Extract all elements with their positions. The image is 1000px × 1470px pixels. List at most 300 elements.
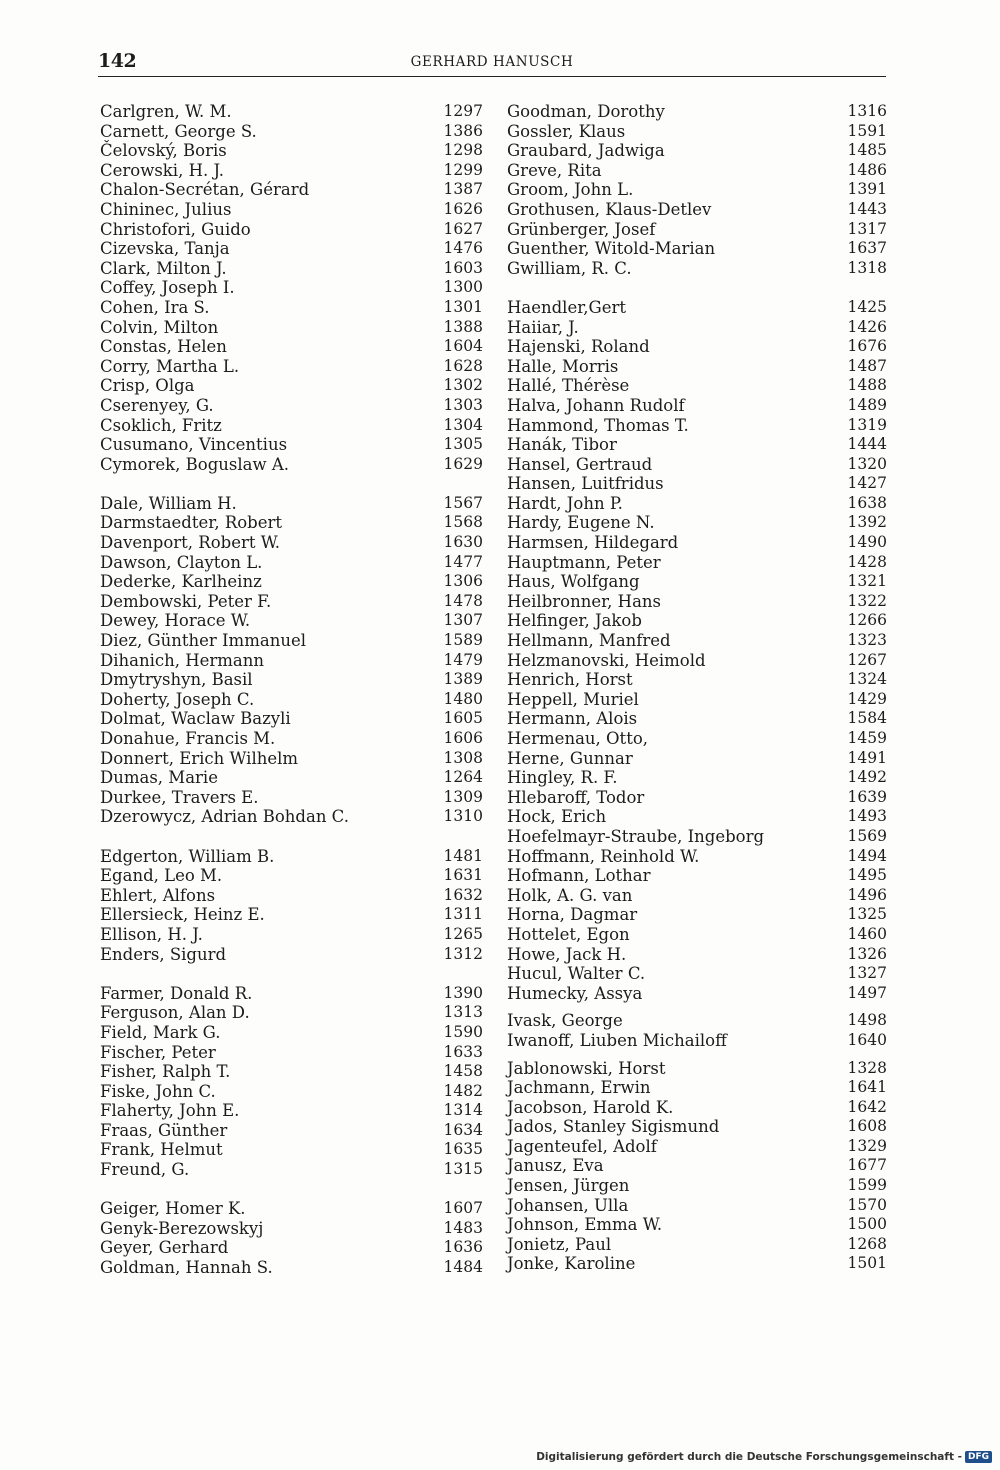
entry-name: Genyk-Berezowskyj [100,1218,264,1238]
entry-name: Graubard, Jadwiga [507,141,665,161]
entry-name: Humecky, Assya [507,983,643,1003]
entry-number: 1599 [847,1176,887,1195]
entry-name: Coffey, Joseph I. [100,278,235,298]
index-entry [100,1043,483,1063]
entry-number: 1607 [443,1199,483,1218]
index-entry [100,847,483,867]
entry-name: Dmytryshyn, Basil [100,670,253,690]
entry-number: 1590 [443,1022,483,1041]
index-entry [507,376,887,396]
index-entry [507,768,887,788]
index-entry [507,1254,887,1274]
index-entry [507,886,887,906]
entry-name: Hansen, Luitfridus [507,474,664,494]
entry-name: Haus, Wolfgang [507,572,640,592]
index-entry [507,474,887,494]
entry-name: Hammond, Thomas T. [507,415,689,435]
index-entry [100,925,483,945]
index-entry [507,925,887,945]
index-entry [507,533,887,553]
entry-name: Hellmann, Manfred [507,631,671,651]
entry-number: 1316 [847,102,887,120]
index-entry [100,866,483,886]
entry-name: Jados, Stanley Sigismund [507,1117,720,1137]
entry-name: Hofmann, Lothar [507,866,651,886]
entry-number: 1635 [443,1140,483,1159]
section-gap [507,1003,887,1011]
entry-name: Jensen, Jürgen [507,1176,630,1196]
index-entry [100,102,483,122]
index-entry [507,651,887,671]
entry-number: 1312 [443,944,483,963]
index-entry [100,631,483,651]
index-entry [507,807,887,827]
entry-name: Farmer, Donald R. [100,983,253,1003]
index-entry [507,357,887,377]
index-entry [100,1062,483,1082]
entry-number: 1325 [847,905,887,924]
entry-number: 1604 [443,337,483,356]
entry-number: 1636 [443,1238,483,1257]
entry-number: 1490 [847,533,887,552]
index-entry [507,1137,887,1157]
index-entry [507,220,887,240]
entry-number: 1299 [443,160,483,179]
entry-number: 1315 [443,1160,483,1179]
entry-name: Hottelet, Egon [507,924,630,944]
index-entry [507,611,887,631]
entry-number: 1297 [443,102,483,120]
index-entry [507,318,887,338]
entry-number: 1300 [443,278,483,297]
index-entry [507,1117,887,1137]
entry-name: Dembowski, Peter F. [100,591,272,611]
entry-number: 1478 [443,591,483,610]
entry-number: 1265 [443,924,483,943]
index-entry [507,396,887,416]
entry-name: Cohen, Ira S. [100,297,210,317]
index-entry [100,807,483,827]
entry-number: 1497 [847,983,887,1002]
index-entry [100,298,483,318]
entry-number: 1608 [847,1117,887,1136]
entry-number: 1305 [443,435,483,454]
entry-number: 1425 [847,297,887,316]
entry-number: 1495 [847,866,887,885]
entry-name: Ehlert, Alfons [100,885,216,905]
index-entry [507,866,887,886]
entry-number: 1488 [847,376,887,395]
entry-name: Fraas, Günther [100,1120,228,1140]
index-entry [507,788,887,808]
index-entry [100,886,483,906]
entry-name: Chalon-Secrétan, Gérard [100,180,310,200]
footer-credit [536,1451,992,1463]
index-entry [507,592,887,612]
index-entry [100,592,483,612]
index-entry [100,749,483,769]
entry-number: 1320 [847,454,887,473]
index-entry [100,1160,483,1180]
entry-number: 1633 [443,1042,483,1061]
index-entry [100,357,483,377]
entry-name: Clark, Milton J. [100,258,227,278]
entry-name: Field, Mark G. [100,1022,221,1042]
section-gap [100,1180,483,1200]
entry-number: 1306 [443,572,483,591]
section-gap [507,278,887,298]
entry-number: 1391 [847,180,887,199]
entry-name: Hoefelmayr-Straube, Ingeborg [507,826,765,846]
entry-name: Dewey, Horace W. [100,611,251,631]
entry-number: 1632 [443,885,483,904]
entry-name: Enders, Sigurd [100,944,227,964]
entry-name: Hallé, Thérèse [507,376,630,396]
entry-name: Cizevska, Tanja [100,239,230,259]
entry-number: 1638 [847,493,887,512]
index-entry [100,709,483,729]
entry-number: 1570 [847,1195,887,1214]
index-entry [100,1101,483,1121]
footer-text: Digitalisierung gefördert durch die Deutsche Forschungsgemeinschaft - [536,1451,962,1463]
entry-name: Diez, Günther Immanuel [100,631,306,651]
entry-number: 1498 [847,1011,887,1030]
index-entry [507,180,887,200]
entry-number: 1591 [847,121,887,140]
entry-number: 1603 [443,258,483,277]
entry-number: 1267 [847,650,887,669]
entry-number: 1459 [847,729,887,747]
entry-name: Cerowski, H. J. [100,160,225,180]
entry-name: Donahue, Francis M. [100,729,276,748]
entry-name: Howe, Jack H. [507,944,627,964]
entry-number: 1266 [847,611,887,630]
entry-number: 1482 [443,1081,483,1100]
entry-number: 1321 [847,572,887,591]
entry-name: Hauptmann, Peter [507,552,661,572]
entry-name: Donnert, Erich Wilhelm [100,748,299,768]
entry-name: Jablonowski, Horst [507,1058,666,1078]
index-entry [507,984,887,1004]
entry-name: Ivask, George [507,1011,623,1031]
index-entry [507,298,887,318]
index-entry [507,337,887,357]
index-entry [100,337,483,357]
index-entry [507,416,887,436]
index-entry [100,533,483,553]
index-entry [100,494,483,514]
entry-number: 1392 [847,513,887,532]
entry-name: Dolmat, Waclaw Bazyli [100,709,291,729]
entry-number: 1492 [847,768,887,787]
section-gap [100,964,483,984]
entry-number: 1388 [443,317,483,336]
entry-number: 1485 [847,141,887,160]
entry-number: 1460 [847,924,887,943]
entry-name: Horna, Dagmar [507,905,638,925]
entry-name: Heppell, Muriel [507,689,639,709]
entry-name: Holk, A. G. van [507,885,633,905]
index-entry [507,141,887,161]
entry-name: Ellison, H. J. [100,924,203,944]
entry-name: Herne, Gunnar [507,748,633,768]
index-entry [507,905,887,925]
index-entry [100,278,483,298]
entry-number: 1676 [847,337,887,356]
entry-name: Csoklich, Fritz [100,415,222,435]
entry-name: Goodman, Dorothy [507,102,665,121]
entry-name: Hansel, Gertraud [507,454,653,474]
entry-name: Hingley, R. F. [507,768,618,788]
entry-name: Guenther, Witold-Marian [507,239,716,259]
entry-name: Jacobson, Harold K. [507,1097,674,1117]
entry-name: Helfinger, Jakob [507,611,642,631]
entry-number: 1302 [443,376,483,395]
entry-number: 1487 [847,356,887,375]
index-column-left [100,102,483,1278]
index-entry [100,945,483,965]
index-entry [100,1199,483,1219]
index-entry [100,122,483,142]
entry-number: 1389 [443,670,483,689]
entry-name: Doherty, Joseph C. [100,689,255,709]
index-entry [507,161,887,181]
entry-name: Grothusen, Klaus-Detlev [507,199,712,219]
index-entry [100,220,483,240]
index-entry [507,1196,887,1216]
entry-number: 1626 [443,199,483,218]
index-entry [100,572,483,592]
entry-number: 1304 [443,415,483,434]
entry-name: Dawson, Clayton L. [100,552,263,572]
index-entry [100,435,483,455]
entry-number: 1568 [443,513,483,532]
entry-number: 1569 [847,826,887,845]
entry-number: 1428 [847,552,887,571]
entry-name: Groom, John L. [507,180,634,200]
index-entry [100,455,483,475]
index-entry [507,690,887,710]
entry-number: 1324 [847,670,887,689]
entry-name: Haiiar, J. [507,317,579,337]
entry-number: 1493 [847,807,887,826]
index-entry [507,1156,887,1176]
entry-number: 1386 [443,121,483,140]
index-entry [507,1098,887,1118]
entry-number: 1426 [847,317,887,336]
index-entry [507,945,887,965]
entry-number: 1627 [443,219,483,238]
entry-number: 1309 [443,787,483,806]
index-entry [100,1003,483,1023]
index-entry [507,709,887,729]
entry-name: Constas, Helen [100,337,227,357]
entry-name: Freund, G. [100,1160,190,1180]
index-entry [100,729,483,749]
entry-number: 1480 [443,689,483,708]
index-entry [100,1140,483,1160]
entry-number: 1310 [443,807,483,826]
entry-name: Carnett, George S. [100,121,257,141]
index-entry [100,768,483,788]
index-entry [507,1031,887,1051]
entry-name: Darmstaedter, Robert [100,513,283,533]
index-entry [100,180,483,200]
entry-name: Heilbronner, Hans [507,591,661,611]
index-entry [507,1215,887,1235]
entry-name: Cymorek, Boguslaw A. [100,454,290,474]
index-entry [507,1078,887,1098]
entry-name: Egand, Leo M. [100,866,223,886]
entry-number: 1298 [443,141,483,160]
entry-name: Gossler, Klaus [507,121,626,141]
entry-number: 1268 [847,1234,887,1253]
entry-name: Geyer, Gerhard [100,1238,229,1258]
entry-name: Frank, Helmut [100,1140,223,1160]
entry-number: 1642 [847,1097,887,1116]
entry-number: 1314 [443,1101,483,1120]
entry-name: Jachmann, Erwin [507,1078,651,1098]
entry-name: Hlebaroff, Todor [507,787,645,807]
entry-name: Dihanich, Hermann [100,650,265,670]
index-entry [100,1023,483,1043]
entry-name: Jonke, Karoline [507,1254,636,1274]
entry-number: 1303 [443,395,483,414]
index-entry [100,141,483,161]
entry-name: Hardy, Eugene N. [507,513,655,533]
entry-name: Hermann, Alois [507,709,638,729]
index-entry [100,1258,483,1278]
entry-name: Dumas, Marie [100,768,218,788]
index-entry [100,905,483,925]
entry-number: 1443 [847,199,887,218]
entry-name: Hermenau, Otto, [507,729,648,748]
index-entry [507,827,887,847]
index-entry [507,200,887,220]
index-entry [100,239,483,259]
entry-number: 1567 [443,493,483,512]
entry-name: Henrich, Horst [507,670,633,690]
index-entry [100,161,483,181]
entry-name: Halva, Johann Rudolf [507,395,685,415]
entry-name: Crisp, Olga [100,376,195,396]
entry-number: 1458 [443,1062,483,1081]
entry-number: 1329 [847,1136,887,1155]
entry-name: Janusz, Eva [507,1156,604,1176]
entry-number: 1317 [847,219,887,238]
entry-name: Halle, Morris [507,356,619,376]
entry-number: 1311 [443,905,483,924]
entry-name: Fischer, Peter [100,1042,216,1062]
page-number: 142 [98,50,137,72]
index-entry [507,553,887,573]
index-column-right [507,102,887,1274]
entry-name: Ferguson, Alan D. [100,1003,250,1023]
section-gap [100,474,483,494]
entry-number: 1483 [443,1218,483,1237]
index-entry [100,1121,483,1141]
index-entry [507,435,887,455]
entry-number: 1605 [443,709,483,728]
entry-name: Cusumano, Vincentius [100,435,288,455]
entry-number: 1500 [847,1215,887,1234]
index-entry [507,749,887,769]
index-entry [507,964,887,984]
entry-number: 1677 [847,1156,887,1175]
index-entry [100,670,483,690]
entry-number: 1489 [847,395,887,414]
index-entry [100,690,483,710]
entry-name: Flaherty, John E. [100,1101,240,1121]
index-entry [507,513,887,533]
entry-name: Grünberger, Josef [507,219,656,239]
entry-name: Goldman, Hannah S. [100,1258,273,1278]
entry-name: Haendler,Gert [507,297,627,317]
entry-name: Durkee, Travers E. [100,787,259,807]
entry-number: 1637 [847,239,887,258]
entry-name: Dale, William H. [100,493,237,513]
entry-number: 1641 [847,1078,887,1097]
entry-name: Colvin, Milton [100,317,219,337]
index-entry [100,513,483,533]
entry-name: Helzmanovski, Heimold [507,650,706,670]
running-title: GERHARD HANUSCH [410,54,574,70]
entry-number: 1427 [847,474,887,493]
section-gap [100,827,483,847]
entry-number: 1634 [443,1120,483,1139]
entry-name: Ellersieck, Heinz E. [100,905,265,925]
entry-number: 1479 [443,650,483,669]
entry-name: Johansen, Ulla [507,1195,629,1215]
entry-number: 1631 [443,866,483,885]
index-entry [100,200,483,220]
entry-number: 1501 [847,1254,887,1273]
entry-name: Hock, Erich [507,807,607,827]
index-entry [507,847,887,867]
entry-number: 1494 [847,846,887,865]
entry-name: Hardt, John P. [507,493,623,513]
entry-name: Fiske, John C. [100,1081,216,1101]
entry-number: 1319 [847,415,887,434]
index-entry [507,1011,887,1031]
entry-number: 1387 [443,180,483,199]
index-entry [507,239,887,259]
index-entry [100,1238,483,1258]
entry-number: 1486 [847,160,887,179]
entry-number: 1629 [443,454,483,473]
index-entry [507,729,887,749]
entry-name: Čelovský, Boris [100,141,227,161]
index-entry [100,259,483,279]
index-entry [100,376,483,396]
entry-number: 1327 [847,964,887,983]
entry-name: Hajenski, Roland [507,337,650,357]
index-entry [507,1059,887,1079]
index-entry [100,553,483,573]
entry-name: Edgerton, William B. [100,846,275,866]
entry-number: 1313 [443,1003,483,1022]
entry-number: 1639 [847,787,887,806]
entry-number: 1496 [847,885,887,904]
index-entry [507,631,887,651]
entry-name: Jagenteufel, Adolf [507,1136,657,1156]
entry-name: Hanák, Tibor [507,435,617,455]
entry-number: 1328 [847,1058,887,1077]
entry-number: 1491 [847,748,887,767]
section-gap [507,1051,887,1059]
index-entry [100,416,483,436]
index-entry [507,572,887,592]
